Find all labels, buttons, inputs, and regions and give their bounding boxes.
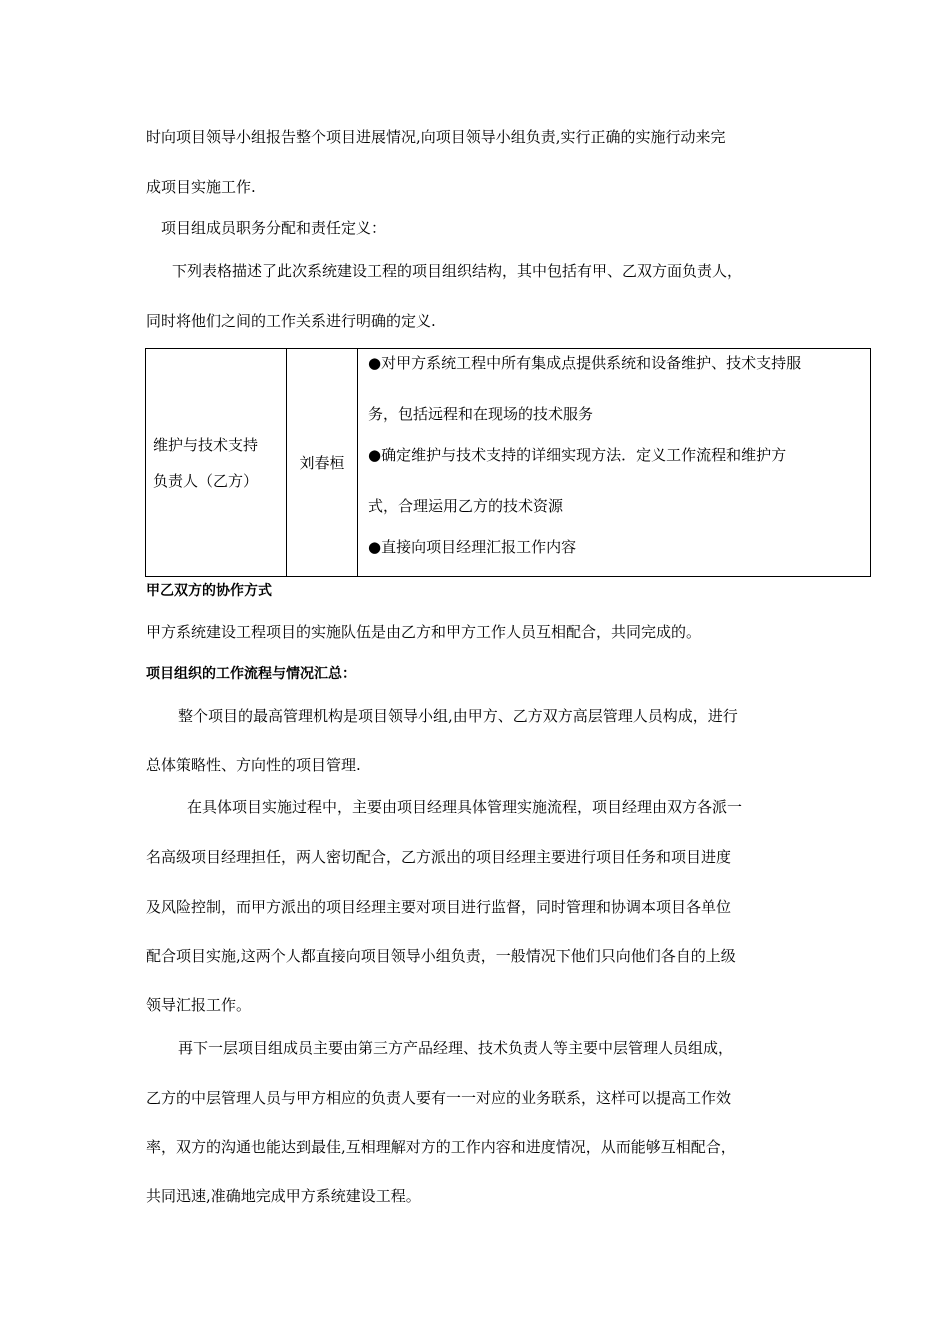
paragraph-line: 在具体项目实施过程中，主要由项目经理具体管理实施流程，项目经理由双方各派一 bbox=[187, 798, 743, 816]
role-title-line: 维护与技术支持 bbox=[153, 435, 259, 454]
duties-cell bbox=[358, 349, 871, 577]
paragraph-line: 配合项目实施,这两个人都直接向项目领导小组负责，一般情况下他们只向他们各自的上级 bbox=[146, 947, 736, 965]
duty-line: ●对甲方系统工程中所有集成点提供系统和设备维护、技术支持服 bbox=[368, 354, 802, 372]
section-heading: 甲乙双方的协作方式 bbox=[146, 583, 272, 599]
paragraph-line: 率，双方的沟通也能达到最佳,互相理解对方的工作内容和进度情况，从而能够互相配合， bbox=[146, 1138, 736, 1156]
role-cell bbox=[146, 349, 287, 577]
paragraph-line: 整个项目的最高管理机构是项目领导小组,由甲方、乙方双方高层管理人员构成，进行 bbox=[178, 707, 738, 725]
paragraph-line: 乙方的中层管理人员与甲方相应的负责人要有一一对应的业务联系，这样可以提高工作效 bbox=[146, 1089, 732, 1107]
paragraph-line: 共同迅速,准确地完成甲方系统建设工程。 bbox=[146, 1187, 421, 1205]
duty-line: ●直接向项目经理汇报工作内容 bbox=[368, 538, 577, 556]
name-cell: 刘春桓 bbox=[287, 349, 358, 577]
paragraph-line: 甲方系统建设工程项目的实施队伍是由乙方和甲方工作人员互相配合，共同完成的。 bbox=[146, 623, 702, 641]
paragraph-line: 及风险控制，而甲方派出的项目经理主要对项目进行监督，同时管理和协调本项目各单位 bbox=[146, 898, 732, 916]
duty-line: 务，包括远程和在现场的技术服务 bbox=[368, 405, 594, 423]
paragraph-line: 再下一层项目组成员主要由第三方产品经理、技术负责人等主要中层管理人员组成， bbox=[178, 1039, 734, 1057]
table-row bbox=[146, 349, 871, 577]
paragraph-line: 项目组成员职务分配和责任定义： bbox=[161, 219, 387, 237]
paragraph-line: 总体策略性、方向性的项目管理. bbox=[146, 756, 361, 774]
paragraph-line: 名高级项目经理担任，两人密切配合，乙方派出的项目经理主要进行项目任务和项目进度 bbox=[146, 848, 732, 866]
paragraph-line: 同时将他们之间的工作关系进行明确的定义. bbox=[146, 312, 436, 330]
paragraph-line: 时向项目领导小组报告整个项目进展情况,向项目领导小组负责,实行正确的实施行动来完 bbox=[146, 128, 726, 146]
paragraph-line: 下列表格描述了此次系统建设工程的项目组织结构，其中包括有甲、乙双方面负责人， bbox=[172, 262, 743, 280]
duty-line: ●确定维护与技术支持的详细实现方法．定义工作流程和维护方 bbox=[368, 446, 787, 464]
paragraph-line: 领导汇报工作。 bbox=[146, 996, 252, 1014]
section-heading: 项目组织的工作流程与情况汇总： bbox=[146, 666, 356, 682]
role-table bbox=[145, 348, 871, 577]
role-title-line: 负责人（乙方） bbox=[153, 471, 259, 490]
paragraph-line: 成项目实施工作. bbox=[146, 178, 256, 196]
duty-line: 式，合理运用乙方的技术资源 bbox=[368, 497, 564, 515]
